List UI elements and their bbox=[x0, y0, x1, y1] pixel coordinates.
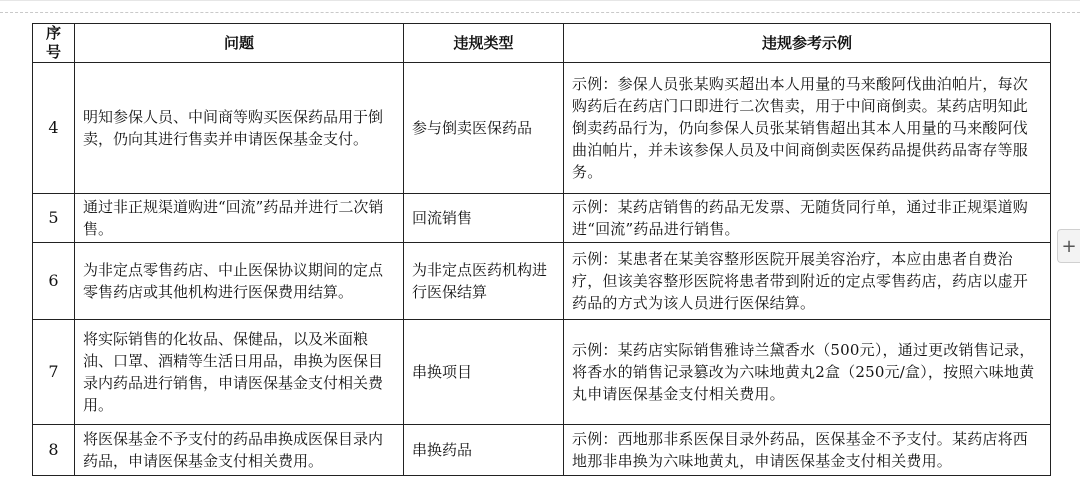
table-row bbox=[33, 320, 1051, 425]
row-example: 示例：参保人员张某购买超出本人用量的马来酸阿伐曲泊帕片，每次购药后在药店门口即进行二次售卖，用于中间商倒卖。某药店明知此倒卖药品行为，仍向参保人员张某销售超出其本人用量的马来酸阿伐曲泊帕片，并未该参保人员及中间商倒卖医保药品提供药品寄存等服务。 bbox=[564, 63, 1051, 194]
editor-top-border bbox=[0, 0, 1080, 1]
header-serial-no bbox=[33, 24, 75, 63]
row-issue: 将实际销售的化妆品、保健品，以及米面粮油、口罩、酒精等生活日用品，串换为医保目录内药品进行销售，申请医保基金支付相关费用。 bbox=[75, 320, 404, 425]
row-number: 8 bbox=[33, 425, 75, 476]
row-example: 示例：某药店实际销售雅诗兰黛香水（500元），通过更改销售记录，将香水的销售记录篡改为六味地黄丸2盒（250元/盒），按照六味地黄丸申请医保基金支付相关费用。 bbox=[564, 320, 1051, 425]
plus-icon: + bbox=[1061, 235, 1077, 257]
row-violation-type: 为非定点医药机构进行医保结算 bbox=[404, 243, 564, 320]
table-row bbox=[33, 243, 1051, 320]
page-margin-guide bbox=[0, 12, 1080, 13]
header-serial-no-line2: 号 bbox=[45, 43, 61, 61]
row-issue: 通过非正规渠道购进“回流”药品并进行二次销售。 bbox=[75, 194, 404, 243]
row-number: 7 bbox=[33, 320, 75, 425]
row-number: 4 bbox=[33, 63, 75, 194]
row-example: 示例：某患者在某美容整形医院开展美容治疗，本应由患者自费治疗，但该美容整形医院将患者带到附近的定点零售药店，药店以虚开药品的方式为该人员进行医保结算。 bbox=[564, 243, 1051, 320]
table-row bbox=[33, 425, 1051, 476]
table-row bbox=[33, 63, 1051, 194]
row-issue: 将医保基金不予支付的药品串换成医保目录内药品，申请医保基金支付相关费用。 bbox=[75, 425, 404, 476]
row-violation-type: 串换药品 bbox=[404, 425, 564, 476]
header-issue: 问题 bbox=[75, 24, 404, 63]
table-header-row bbox=[33, 24, 1051, 63]
row-number: 5 bbox=[33, 194, 75, 243]
row-issue: 明知参保人员、中间商等购买医保药品用于倒卖，仍向其进行售卖并申请医保基金支付。 bbox=[75, 63, 404, 194]
header-example: 违规参考示例 bbox=[564, 24, 1051, 63]
row-example: 示例：某药店销售的药品无发票、无随货同行单，通过非正规渠道购进“回流”药品进行销售。 bbox=[564, 194, 1051, 243]
row-number: 6 bbox=[33, 243, 75, 320]
row-example: 示例：西地那非系医保目录外药品，医保基金不予支付。某药店将西地那非串换为六味地黄丸，申请医保基金支付相关费用。 bbox=[564, 425, 1051, 476]
violation-table bbox=[32, 23, 1051, 476]
row-violation-type: 串换项目 bbox=[404, 320, 564, 425]
table-row bbox=[33, 194, 1051, 243]
header-violation-type: 违规类型 bbox=[404, 24, 564, 63]
row-issue: 为非定点零售药店、中止医保协议期间的定点零售药店或其他机构进行医保费用结算。 bbox=[75, 243, 404, 320]
add-row-button[interactable] bbox=[1057, 229, 1080, 263]
row-violation-type: 回流销售 bbox=[404, 194, 564, 243]
row-violation-type: 参与倒卖医保药品 bbox=[404, 63, 564, 194]
header-serial-no-line1: 序 bbox=[45, 24, 61, 42]
